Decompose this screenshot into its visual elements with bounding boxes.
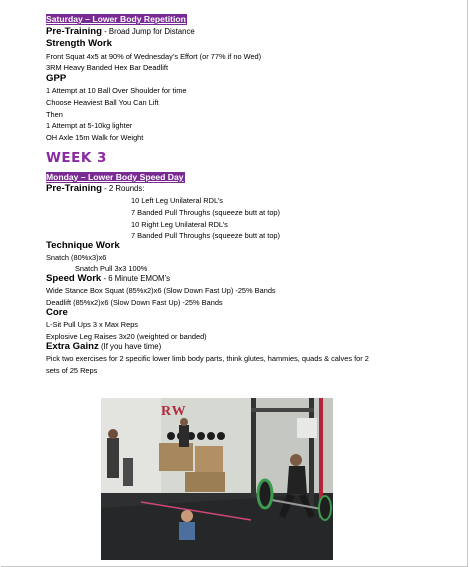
monday-pretraining-line: 7 Banded Pull Throughs (squeeze butt at top) [131,231,281,240]
saturday-gpp-label: GPP [46,73,67,84]
saturday-gpp-line: 1 Attempt at 10 Ball Over Shoulder for time [46,86,187,95]
monday-technique-line: Snatch (80%x3)x6 [46,253,107,262]
saturday-strength-line: Front Squat 4x5 at 90% of Wednesday’s Effort (or 77% if no Wed) [46,52,262,61]
monday-heading: Monday – Lower Body Speed Day [46,172,184,182]
monday-pretraining-line: 7 Banded Pull Throughs (squeeze butt at top) [131,208,281,217]
rw-logo: RW [161,404,187,419]
monday-pretraining-line: 10 Right Leg Unilateral RDL’s [131,220,228,229]
monday-core-label: Core [46,307,68,318]
monday-speed-line: Deadlift (85%x2)x6 (Slow Down Fast Up) -25% Bands [46,298,223,307]
saturday-gpp-line: Choose Heaviest Ball You Can Lift [46,98,159,107]
monday-speed-line: Wide Stance Box Squat (85%x2)x6 (Slow Down Fast Up) -25% Bands [46,286,276,295]
week-title: WEEK 3 [46,150,107,166]
monday-extra-line: Pick two exercises for 2 specific lower limb body parts, think glutes, hammies, quads & calves for 2 [46,354,369,363]
saturday-pretraining: Pre-Training - Broad Jump for Distance [46,26,195,37]
monday-technique-label: Technique Work [46,240,120,251]
monday-technique-line: Snatch Pull 3x3 100% [75,264,148,273]
monday-core-line: Explosive Leg Raises 3x20 (weighted or banded) [46,332,207,341]
gym-photo [101,398,333,560]
monday-extra: Extra Gainz (If you have time) [46,341,162,352]
saturday-gpp-line: 1 Attempt at 5-10kg lighter [46,121,133,130]
monday-pretraining-line: 10 Left Leg Unilateral RDL’s [131,196,223,205]
saturday-strength-label: Strength Work [46,38,112,49]
monday-core-line: L-Sit Pull Ups 3 x Max Reps [46,320,139,329]
monday-speed: Speed Work - 6 Minute EMOM’s [46,273,171,284]
monday-pretraining: Pre-Training - 2 Rounds: [46,183,145,194]
saturday-strength-line: 3RM Heavy Banded Hex Bar Deadlift [46,63,169,72]
saturday-heading: Saturday – Lower Body Repetition [46,14,186,24]
monday-extra-line: sets of 25 Reps [46,366,98,375]
saturday-gpp-line: Then [46,110,63,119]
saturday-gpp-line: OH Axle 15m Walk for Weight [46,133,144,142]
